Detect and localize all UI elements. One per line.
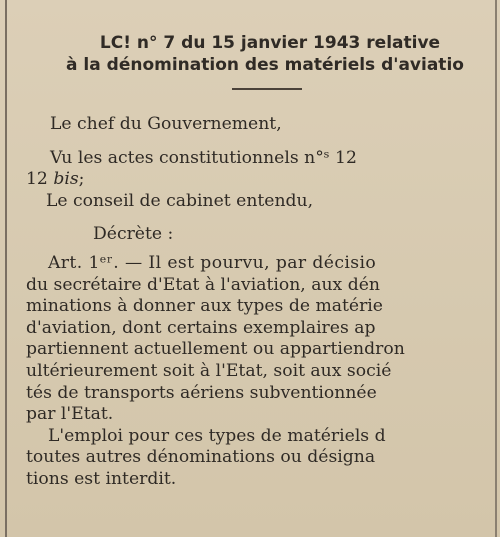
emploi-line: toutes autres dénominations ou désigna [26,447,376,468]
heading-line-1: LC! n° 7 du 15 janvier 1943 relative [99,33,441,53]
article-heading [0,32,500,76]
vu-line-2-number: 12 [26,169,54,190]
article-1-line: partiennent actuellement ou appartiendron [26,339,405,360]
spacer [0,136,500,148]
article-1-line: tés de transports aériens subventionnée [26,382,377,403]
article-1-line: Art. 1ᵉʳ. — Il est pourvu, par décisio [48,252,377,273]
article-1-line: ultérieurement soit à l'Etat, soit aux socié [26,360,392,381]
intro-line: Le chef du Gouvernement, [50,114,282,134]
vu-line-2 [0,169,500,191]
vu-line-2-end: ; [78,169,85,190]
vu-line-2-bis: bis [53,169,79,190]
conseil-line: Le conseil de cabinet entendu, [46,190,314,211]
emploi-line: L'emploi pour ces types de matériels d [48,425,386,446]
article-1-line: d'aviation, dont certains exemplaires ap [26,317,376,338]
article-1-line: par l'Etat. [26,404,114,425]
emploi-line: tions est interdit. [26,468,177,489]
decrete-line: Décrète : [93,224,174,245]
heading-separator [232,88,302,90]
article-1-line: du secrétaire d'Etat à l'aviation, aux dén [26,274,380,295]
vu-line-1: Vu les actes constitutionnels n°ˢ 12 [50,147,357,168]
spacer [0,212,500,224]
article-1-line: minations à donner aux types de matérie [26,296,383,317]
article-body [0,114,500,491]
heading-line-2: à la dénomination des matériels d'aviatio [66,55,464,75]
spacer [0,246,500,253]
